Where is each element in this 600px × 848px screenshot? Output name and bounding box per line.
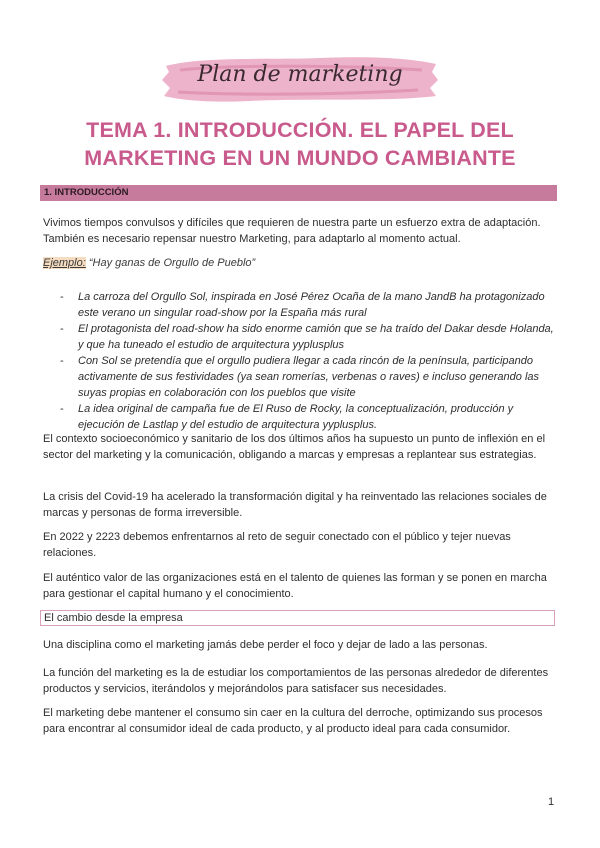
example-label: Ejemplo: xyxy=(43,257,86,269)
list-item: - Con Sol se pretendía que el orgullo pudiera llegar a cada rincón de la península, participando activamente de sus festividades (ya sean romerías, verbenas o raves) e incluso generando las suyas propias en colaboración con los pueblos que visite xyxy=(60,355,540,399)
main-title-line-1: TEMA 1. INTRODUCCIÓN. EL PAPEL DEL xyxy=(86,118,514,142)
example-bullet-list xyxy=(60,289,560,433)
banner-title: Plan de marketing xyxy=(197,62,403,87)
section-heading: 1. INTRODUCCIÓN xyxy=(44,187,129,198)
paragraph-2022: En 2022 y 2223 debemos enfrentarnos al reto de seguir conectado con el público y tejer nuevas relaciones. xyxy=(43,531,511,559)
paragraph-context: El contexto socioeconómico y sanitario de los dos últimos años ha supuesto un punto de inflexión en el sector del marketing y la comunicación, obligando a marcas y empresas a replantear sus estrategias. xyxy=(43,433,546,461)
bullet-text: El protagonista del road-show ha sido enorme camión que se ha traído del Dakar desde Holanda, y que ha tuneado el estudio de arquitectura yyplusplus xyxy=(78,323,554,351)
paragraph-covid: La crisis del Covid-19 ha acelerado la transformación digital y ha reinventado las relaciones sociales de marcas y personas de forma irreversible. xyxy=(43,491,547,519)
paragraph-value: El auténtico valor de las organizaciones está en el talento de quienes las forman y se ponen en marcha para gestionar el capital humano y el conocimiento. xyxy=(43,572,547,600)
main-title-line-2: MARKETING EN UN MUNDO CAMBIANTE xyxy=(84,146,516,170)
bullet-text: La idea original de campaña fue de El Ruso de Rocky, la conceptualización, producción y ejecución de Lastlap y del estudio de arquitectura yyplusplus. xyxy=(78,403,514,431)
list-item: - La idea original de campaña fue de El Ruso de Rocky, la conceptualización, producción y ejecución de Lastlap y del estudio de arquitectura yyplusplus. xyxy=(60,403,514,431)
bullet-text: La carroza del Orgullo Sol, inspirada en José Pérez Ocaña de la mano JandB ha protagonizado este verano un singular road-show por la España más rural xyxy=(78,291,545,319)
example-line xyxy=(43,257,255,269)
list-item: - El protagonista del road-show ha sido enorme camión que se ha traído del Dakar desde Holanda, y que ha tuneado el estudio de arquitectura yyplusplus xyxy=(60,323,554,351)
paragraph-function: La función del marketing es la de estudiar los comportamientos de las personas alrededor de diferentes productos y servicios, iterándolos y mejorándolos para satisfacer sus necesidades. xyxy=(43,667,549,695)
intro-paragraph: Vivimos tiempos convulsos y difíciles que requieren de nuestra parte un esfuerzo extra de adaptación. También es necesario repensar nuestro Marketing, para adaptarlo al momento actual. xyxy=(43,217,541,245)
subheading: El cambio desde la empresa xyxy=(44,612,183,624)
main-title xyxy=(40,116,560,172)
list-item: - La carroza del Orgullo Sol, inspirada en José Pérez Ocaña de la mano JandB ha protagonizado este verano un singular road-show por la España más rural xyxy=(60,291,545,319)
page-number: 1 xyxy=(548,796,555,808)
paragraph-discipline: Una disciplina como el marketing jamás debe perder el foco y dejar de lado a las personas. xyxy=(43,639,488,651)
bullet-text: Con Sol se pretendía que el orgullo pudiera llegar a cada rincón de la península, participando activamente de sus festividades (ya sean romerías, verbenas o raves) e incluso generando las suyas propias en colaboración con los pueblos que visite xyxy=(78,355,540,399)
section-heading-bar xyxy=(40,185,557,201)
paragraph-consumption: El marketing debe mantener el consumo sin caer en la cultura del derroche, optimizando sus procesos para encontrar al consumidor ideal de cada producto, y al producto ideal para cada consumidor. xyxy=(43,707,543,735)
subheading-box xyxy=(40,610,555,626)
example-text: “Hay ganas de Orgullo de Pueblo” xyxy=(85,257,256,269)
